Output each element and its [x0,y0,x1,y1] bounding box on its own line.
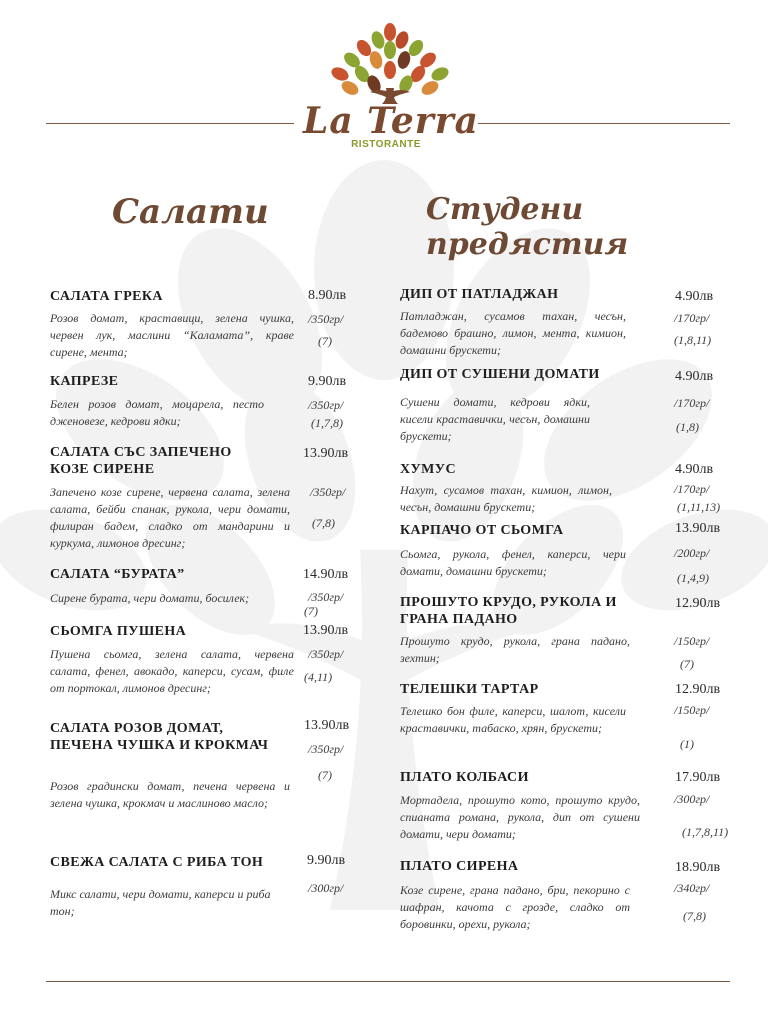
item-allergens: (7,8) [683,909,706,923]
item-weight: /150гр/ [674,634,710,648]
item-allergens: (1,7,8,11) [682,825,729,839]
item-allergens: (7) [680,657,694,671]
item-name: САЛАТА РОЗОВ ДОМАТ, ПЕЧЕНА ЧУШКА И КРОКМАЧ [50,721,269,753]
item-allergens: (1,8) [676,420,699,434]
item-description: Запечено козе сирене, червена салата, зелена салата, бейби спанак, рукола, чери домати, филиран бадем, сладко от мандарини и куркума, лимонов дресинг; [50,485,290,550]
item-name: ПРОШУТО КРУДО, РУКОЛА И ГРАНА ПАДАНО [400,595,617,627]
item-name: ПЛАТО КОЛБАСИ [400,770,529,785]
item-description: Пушена сьомга, зелена салата, червена салата, фенел, авокадо, каперси, сусам, филе от портокал, лимонов дресинг; [50,647,294,695]
item-weight: /350гр/ [308,742,344,756]
item-weight: /200гр/ [674,546,710,560]
item-name: ХУМУС [400,462,456,477]
item-weight: /350гр/ [310,485,346,499]
item-description: Мортадела, прошуто кото, прошуто крудо, спианата романа, рукола, дип от сушени домати, чери домати; [400,793,640,841]
item-allergens: (7) [318,334,332,348]
item-allergens: (7) [304,604,318,618]
salads-title: Салати [112,192,269,232]
item-description: Сирене бурата, чери домати, босилек; [50,591,250,605]
item-description: Белен розов домат, моцарела, песто дженовезе, кедрови ядки; [50,397,264,428]
item-allergens: (4,11) [304,670,333,684]
item-weight: /170гр/ [674,311,710,325]
item-weight: /350гр/ [308,398,344,412]
item-name: КАРПАЧО ОТ СЬОМГА [400,523,564,538]
item-name: СВЕЖА САЛАТА С РИБА ТОН [50,855,264,870]
item-name: ДИП ОТ ПАТЛАДЖАН [400,287,559,302]
header-rule-right [478,123,730,124]
footer-rule [46,981,730,982]
item-allergens: (1,7,8) [311,416,343,430]
item-price: 13.90лв [304,718,350,733]
item-description: Микс салати, чери домати, каперси и риба тон; [50,887,271,918]
item-weight: /170гр/ [674,482,710,496]
item-description: Козе сирене, грана падано, бри, пекорино с шафран, качота с грозде, сладко от боровинки, орехи, рукола; [400,883,630,931]
item-weight: /150гр/ [674,703,710,717]
item-description: Розов домат, краставици, зелена чушка, червен лук, маслини “Каламата”, краве сирене, мента; [50,311,294,359]
item-allergens: (1) [680,737,694,751]
item-name: САЛАТА “БУРАТА” [50,567,185,582]
item-description: Патладжан, сусамов тахан, чесън, бадемово брашно, лимон, мента, кимион, домашни брускети; [400,309,626,357]
header-rule-left [46,123,294,124]
cold-starters-title: Студени предястия [426,192,629,262]
item-description: Сушени домати, кедрови ядки, кисели краставички, чесън, домашни брускети; [400,395,590,443]
item-price: 18.90лв [675,860,721,875]
logo-subtitle: RISTORANTE [351,139,421,150]
item-allergens: (7) [318,768,332,782]
item-description: Нахут, сусамов тахан, кимион, лимон, чесън, домашни брускети; [400,483,612,514]
item-weight: /170гр/ [674,396,710,410]
item-price: 12.90лв [675,596,721,611]
item-name: САЛАТА ГРЕКА [50,289,163,304]
item-description: Телешко бон филе, каперси, шалот, кисели краставички, табаско, хрян, брускети; [400,704,626,735]
item-price: 4.90лв [675,462,714,477]
item-price: 9.90лв [308,374,347,389]
item-price: 13.90лв [303,623,349,638]
item-name: ТЕЛЕШКИ ТАРТАР [400,682,539,697]
item-price: 17.90лв [675,770,721,785]
item-name: ПЛАТО СИРЕНА [400,859,519,874]
item-weight: /300гр/ [674,792,710,806]
item-name: ДИП ОТ СУШЕНИ ДОМАТИ [400,367,600,382]
item-price: 13.90лв [303,446,349,461]
item-price: 13.90лв [675,521,721,536]
logo-name: La Terra [303,100,479,142]
item-allergens: (1,11,13) [677,500,721,514]
item-weight: /350гр/ [308,590,344,604]
item-name: КАПРЕЗЕ [50,374,119,389]
item-price: 4.90лв [675,369,714,384]
item-allergens: (1,4,9) [677,571,709,585]
item-weight: /350гр/ [308,647,344,661]
item-description: Розов градински домат, печена червена и зелена чушка, крокмач и маслиново масло; [50,779,290,810]
item-price: 9.90лв [307,853,346,868]
item-price: 14.90лв [303,567,349,582]
item-price: 4.90лв [675,289,714,304]
item-name: СЬОМГА ПУШЕНА [50,624,187,639]
item-weight: /300гр/ [308,881,344,895]
item-allergens: (7,8) [312,516,335,530]
item-price: 8.90лв [308,288,347,303]
item-price: 12.90лв [675,682,721,697]
item-weight: /350гр/ [308,312,344,326]
item-description: Прошуто крудо, рукола, грана падано, зехтин; [400,634,630,665]
item-allergens: (1,8,11) [674,333,712,347]
item-weight: /340гр/ [674,881,710,895]
item-description: Сьомга, рукола, фенел, каперси, чери домати, домашни брускети; [400,547,626,578]
item-name: САЛАТА СЪС ЗАПЕЧЕНО КОЗЕ СИРЕНЕ [50,445,232,477]
